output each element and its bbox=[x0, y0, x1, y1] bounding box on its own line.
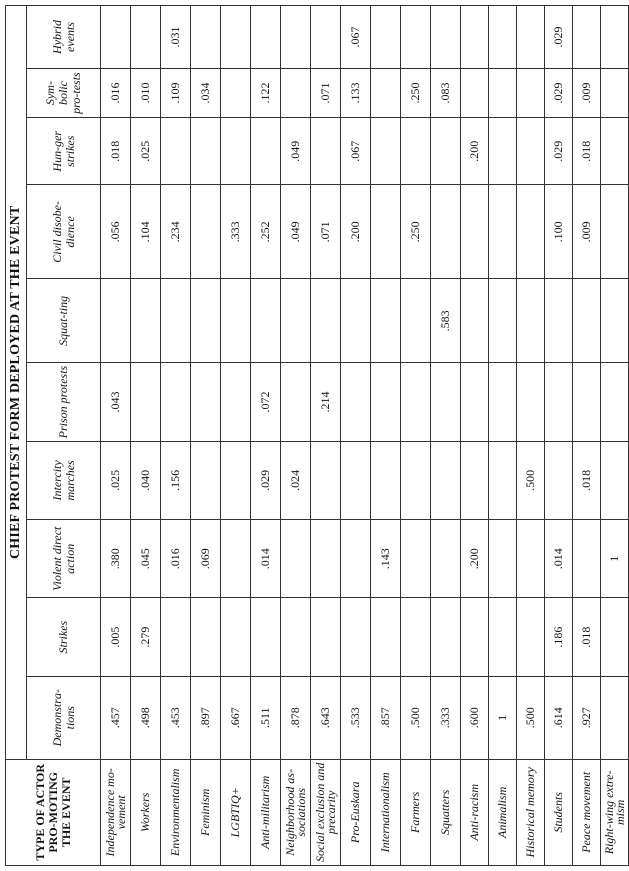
table-cell: .600 bbox=[461, 676, 489, 759]
table-cell: .380 bbox=[101, 520, 131, 598]
table-cell: .214 bbox=[311, 363, 341, 441]
table-row bbox=[101, 6, 131, 866]
table-cell: .100 bbox=[545, 185, 573, 279]
column-header: Intercity marches bbox=[27, 441, 101, 519]
table-cell bbox=[401, 118, 431, 185]
table-cell bbox=[371, 598, 401, 676]
table-cell bbox=[371, 118, 401, 185]
table-cell bbox=[489, 441, 517, 519]
row-label: Anti-racism bbox=[461, 759, 489, 865]
table-cell bbox=[573, 520, 601, 598]
table-cell bbox=[517, 363, 545, 441]
row-label: Environmentalism bbox=[161, 759, 191, 865]
table-cell bbox=[401, 520, 431, 598]
actor-type-header: TYPE OF ACTOR PRO-MOTING THE EVENT bbox=[6, 759, 101, 865]
table-cell: .500 bbox=[401, 676, 431, 759]
table-cell bbox=[131, 279, 161, 363]
table-cell: .927 bbox=[573, 676, 601, 759]
table-cell: .009 bbox=[573, 68, 601, 117]
table-cell bbox=[251, 279, 281, 363]
table-cell bbox=[161, 279, 191, 363]
row-label: Anti-militarism bbox=[251, 759, 281, 865]
table-row bbox=[371, 6, 401, 866]
table-cell: .498 bbox=[131, 676, 161, 759]
table-cell: .016 bbox=[161, 520, 191, 598]
table-cell: .279 bbox=[131, 598, 161, 676]
table-cell bbox=[431, 520, 461, 598]
table-cell bbox=[311, 441, 341, 519]
row-label: Workers bbox=[131, 759, 161, 865]
table-cell bbox=[281, 598, 311, 676]
table-cell: .109 bbox=[161, 68, 191, 117]
table-cell bbox=[131, 6, 161, 69]
table-row bbox=[191, 6, 221, 866]
table-cell: .040 bbox=[131, 441, 161, 519]
table-cell bbox=[221, 118, 251, 185]
column-header: Strikes bbox=[27, 598, 101, 676]
table-cell bbox=[431, 118, 461, 185]
table-cell: .072 bbox=[251, 363, 281, 441]
table-cell bbox=[341, 279, 371, 363]
row-label: Peace movement bbox=[573, 759, 601, 865]
column-header: Hybrid events bbox=[27, 6, 101, 69]
table-cell: .333 bbox=[431, 676, 461, 759]
row-label: Farmers bbox=[401, 759, 431, 865]
table-cell bbox=[101, 279, 131, 363]
table-cell bbox=[161, 363, 191, 441]
table-cell: .056 bbox=[101, 185, 131, 279]
table-cell bbox=[221, 598, 251, 676]
table-cell bbox=[517, 185, 545, 279]
row-label: Feminism bbox=[191, 759, 221, 865]
table-cell: .457 bbox=[101, 676, 131, 759]
table-cell bbox=[161, 118, 191, 185]
table-cell bbox=[545, 279, 573, 363]
table-cell bbox=[431, 363, 461, 441]
table-cell bbox=[517, 6, 545, 69]
table-cell bbox=[461, 598, 489, 676]
table-cell bbox=[191, 363, 221, 441]
column-header: Demonstra-tions bbox=[27, 676, 101, 759]
table-cell: .133 bbox=[341, 68, 371, 117]
table-cell bbox=[431, 441, 461, 519]
table-cell bbox=[371, 363, 401, 441]
table-cell bbox=[401, 441, 431, 519]
table-cell bbox=[371, 6, 401, 69]
table-cell bbox=[517, 598, 545, 676]
table-cell bbox=[311, 520, 341, 598]
table-cell bbox=[601, 279, 629, 363]
table-cell bbox=[601, 68, 629, 117]
table-cell: .186 bbox=[545, 598, 573, 676]
table-cell bbox=[517, 118, 545, 185]
table-cell bbox=[191, 185, 221, 279]
table-cell bbox=[489, 279, 517, 363]
table-cell: .018 bbox=[573, 441, 601, 519]
table-row bbox=[601, 6, 629, 866]
table-cell bbox=[191, 279, 221, 363]
table-cell: .533 bbox=[341, 676, 371, 759]
table-row bbox=[517, 6, 545, 866]
column-header: Squat-ting bbox=[27, 279, 101, 363]
table-cell: .025 bbox=[101, 441, 131, 519]
table-cell: .043 bbox=[101, 363, 131, 441]
table-cell bbox=[601, 598, 629, 676]
column-header: Civil disobe-dience bbox=[27, 185, 101, 279]
table-cell bbox=[371, 68, 401, 117]
table-cell: .156 bbox=[161, 441, 191, 519]
table-cell bbox=[191, 6, 221, 69]
table-cell: .049 bbox=[281, 118, 311, 185]
table-cell: 1 bbox=[489, 676, 517, 759]
table-cell: .583 bbox=[431, 279, 461, 363]
row-label: LGBTIQ+ bbox=[221, 759, 251, 865]
table-cell: .018 bbox=[573, 118, 601, 185]
table-cell bbox=[601, 676, 629, 759]
table-cell: .014 bbox=[251, 520, 281, 598]
table-cell: .034 bbox=[191, 68, 221, 117]
table-cell: .049 bbox=[281, 185, 311, 279]
table-cell bbox=[489, 598, 517, 676]
table-cell: .016 bbox=[101, 68, 131, 117]
table-cell: .018 bbox=[101, 118, 131, 185]
table-cell bbox=[461, 441, 489, 519]
table-cell bbox=[281, 279, 311, 363]
table-cell: .045 bbox=[131, 520, 161, 598]
table-row bbox=[281, 6, 311, 866]
table-cell bbox=[251, 6, 281, 69]
table-cell: .014 bbox=[545, 520, 573, 598]
table-cell bbox=[517, 520, 545, 598]
table-cell bbox=[311, 6, 341, 69]
table-cell bbox=[221, 441, 251, 519]
table-cell: .200 bbox=[461, 118, 489, 185]
table-cell bbox=[131, 363, 161, 441]
row-label: Neighborhood as-sociations bbox=[281, 759, 311, 865]
table-cell bbox=[251, 598, 281, 676]
table-cell: .083 bbox=[431, 68, 461, 117]
table-cell: .453 bbox=[161, 676, 191, 759]
row-label: Pro-Euskara bbox=[341, 759, 371, 865]
table-cell: .857 bbox=[371, 676, 401, 759]
table-cell bbox=[431, 598, 461, 676]
table-cell: .010 bbox=[131, 68, 161, 117]
table-cell: .200 bbox=[341, 185, 371, 279]
table-row bbox=[311, 6, 341, 866]
table-cell bbox=[489, 363, 517, 441]
table-row bbox=[341, 6, 371, 866]
table-cell: .500 bbox=[517, 676, 545, 759]
row-label: Historical memory bbox=[517, 759, 545, 865]
table-cell: .250 bbox=[401, 185, 431, 279]
table-cell bbox=[221, 520, 251, 598]
table-cell bbox=[221, 6, 251, 69]
table-cell: .024 bbox=[281, 441, 311, 519]
table-cell: .029 bbox=[545, 6, 573, 69]
table-cell bbox=[191, 441, 221, 519]
table-cell bbox=[401, 598, 431, 676]
table-cell: .252 bbox=[251, 185, 281, 279]
table-row bbox=[431, 6, 461, 866]
table-body bbox=[101, 6, 629, 866]
row-label: Squatters bbox=[431, 759, 461, 865]
table-cell bbox=[601, 441, 629, 519]
table-cell bbox=[371, 441, 401, 519]
row-label: Students bbox=[545, 759, 573, 865]
table-cell: .009 bbox=[573, 185, 601, 279]
protest-forms-table bbox=[5, 5, 629, 866]
table-cell bbox=[341, 441, 371, 519]
table-cell bbox=[251, 118, 281, 185]
table-cell bbox=[545, 441, 573, 519]
table-cell: 1 bbox=[601, 520, 629, 598]
table-cell: .018 bbox=[573, 598, 601, 676]
table-cell bbox=[461, 6, 489, 69]
table-cell: .005 bbox=[101, 598, 131, 676]
table-cell: .122 bbox=[251, 68, 281, 117]
table-cell: .067 bbox=[341, 118, 371, 185]
table-cell: .897 bbox=[191, 676, 221, 759]
table-cell bbox=[401, 6, 431, 69]
table-cell bbox=[311, 598, 341, 676]
row-label: Internationalism bbox=[371, 759, 401, 865]
table-cell: .104 bbox=[131, 185, 161, 279]
table-cell bbox=[401, 363, 431, 441]
table-cell bbox=[371, 185, 401, 279]
table-cell bbox=[573, 363, 601, 441]
table-cell: .029 bbox=[545, 118, 573, 185]
table-cell bbox=[221, 279, 251, 363]
table-row bbox=[489, 6, 517, 866]
table-cell: .025 bbox=[131, 118, 161, 185]
table-cell bbox=[601, 363, 629, 441]
table-cell bbox=[573, 279, 601, 363]
table-cell: .250 bbox=[401, 68, 431, 117]
table-cell bbox=[281, 363, 311, 441]
table-cell bbox=[311, 118, 341, 185]
table-cell: .614 bbox=[545, 676, 573, 759]
table-cell bbox=[517, 68, 545, 117]
table-cell bbox=[517, 279, 545, 363]
table-cell bbox=[461, 185, 489, 279]
table-cell: .878 bbox=[281, 676, 311, 759]
table-row bbox=[221, 6, 251, 866]
table-cell: .031 bbox=[161, 6, 191, 69]
table-cell: .500 bbox=[517, 441, 545, 519]
table-cell bbox=[545, 363, 573, 441]
table-cell bbox=[221, 68, 251, 117]
table-cell bbox=[431, 185, 461, 279]
table-cell bbox=[489, 6, 517, 69]
table-cell bbox=[461, 279, 489, 363]
table-cell bbox=[401, 279, 431, 363]
column-header-row bbox=[27, 6, 101, 866]
table-row bbox=[545, 6, 573, 866]
table-row bbox=[573, 6, 601, 866]
table-cell: .143 bbox=[371, 520, 401, 598]
protest-form-banner: CHIEF PROTEST FORM DEPLOYED AT THE EVENT bbox=[6, 6, 27, 760]
table-cell: .069 bbox=[191, 520, 221, 598]
table-cell bbox=[281, 520, 311, 598]
table-cell bbox=[191, 118, 221, 185]
table-cell bbox=[489, 520, 517, 598]
table-cell bbox=[311, 279, 341, 363]
column-header: Hun-ger strikes bbox=[27, 118, 101, 185]
table-cell: .643 bbox=[311, 676, 341, 759]
table-cell: .071 bbox=[311, 185, 341, 279]
column-header: Violent direct action bbox=[27, 520, 101, 598]
row-label: Social exclusion and precarity bbox=[311, 759, 341, 865]
table-row bbox=[461, 6, 489, 866]
table-cell bbox=[341, 598, 371, 676]
table-cell bbox=[371, 279, 401, 363]
table-cell bbox=[431, 6, 461, 69]
row-label: Animalism bbox=[489, 759, 517, 865]
table-cell bbox=[601, 6, 629, 69]
table-cell bbox=[461, 363, 489, 441]
table-cell bbox=[489, 185, 517, 279]
table-cell: .029 bbox=[251, 441, 281, 519]
table-cell bbox=[489, 68, 517, 117]
table-cell: .200 bbox=[461, 520, 489, 598]
table-cell bbox=[101, 6, 131, 69]
table-cell: .511 bbox=[251, 676, 281, 759]
table-cell bbox=[161, 598, 191, 676]
table-cell: .029 bbox=[545, 68, 573, 117]
table-cell bbox=[341, 363, 371, 441]
column-header: Sym-bolic pro-tests bbox=[27, 68, 101, 117]
table-row bbox=[161, 6, 191, 866]
table-row bbox=[131, 6, 161, 866]
table-cell bbox=[601, 185, 629, 279]
table-cell bbox=[341, 520, 371, 598]
table-cell bbox=[573, 6, 601, 69]
table-row bbox=[251, 6, 281, 866]
table-cell bbox=[221, 363, 251, 441]
table-cell bbox=[489, 118, 517, 185]
row-label: Right-wing extre-mism bbox=[601, 759, 629, 865]
table-cell: .234 bbox=[161, 185, 191, 279]
table-cell: .333 bbox=[221, 185, 251, 279]
table-cell bbox=[281, 68, 311, 117]
table-cell: .067 bbox=[341, 6, 371, 69]
table-cell bbox=[281, 6, 311, 69]
row-label: Independence mo-vement bbox=[101, 759, 131, 865]
table-cell bbox=[601, 118, 629, 185]
table-cell: .071 bbox=[311, 68, 341, 117]
table-cell bbox=[461, 68, 489, 117]
column-header: Prison protests bbox=[27, 363, 101, 441]
table-cell: .667 bbox=[221, 676, 251, 759]
table-row bbox=[401, 6, 431, 866]
table-cell bbox=[191, 598, 221, 676]
